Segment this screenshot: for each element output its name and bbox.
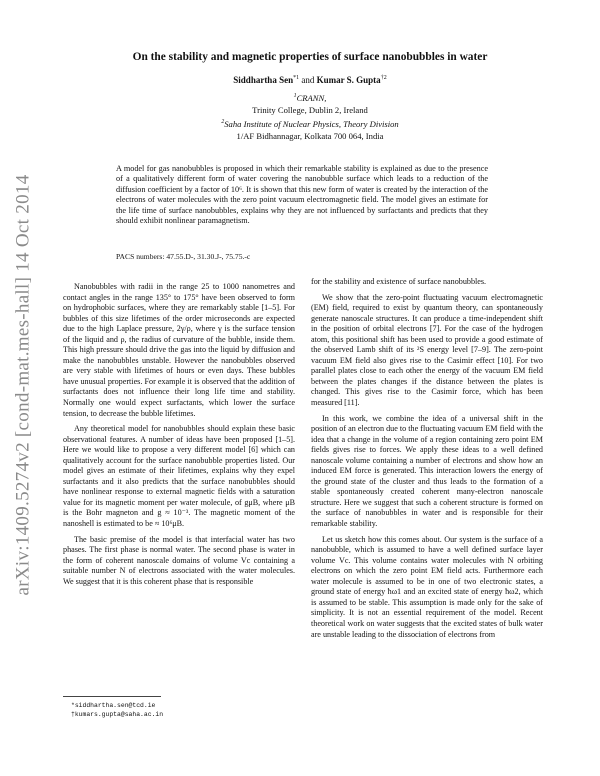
footnote-email-2: †kumars.gupta@saha.ac.in: [71, 711, 164, 718]
left-column: [63, 282, 295, 592]
affiliation-1-name: [60, 90, 560, 104]
body-paragraph: We show that the zero-point fluctuating vacuum electromagnetic (EM) field, required to exist by quantum theory, can spontaneously generate nanoscale structures. It can produce a time-independent shift in the position of orbital electrons [7]. For the case of the hydrogen atom, this positional shift has been used to provide a good estimate of the observed Lamb shift of its ²S energy level [7–9]. The zero-point vacuum EM field also gives rise to the Casimir effect [10]. For two parallel plates close to each other the energy of the vacuum EM field between the plates changes if the distance between the plates is changed. This gives rise to the Casimir force, which has been measured [11].: [311, 292, 543, 408]
footnotes: [63, 696, 295, 719]
affiliation-text: Saha Institute of Nuclear Physics, Theory Division: [224, 118, 399, 129]
affiliation-2-name: [60, 116, 560, 130]
affiliation-mark: 2: [221, 118, 225, 125]
author-name: Kumar S. Gupta: [316, 75, 381, 85]
author-conjunction: and: [301, 75, 315, 85]
author-mark: †2: [380, 75, 387, 81]
footnote-rule: [63, 696, 161, 697]
right-column: [311, 277, 543, 645]
author-mark: *1: [293, 75, 300, 81]
body-paragraph: Nanobubbles with radii in the range 25 to 1000 nanometres and contact angles in the range 135° to 175° have been observed to form on hydrophobic surfaces, where they are remarkably stable [1–5]. For bubbles of this size lifetimes of the order microseconds are expected due to the high Laplace pressure, 2γ/ρ, where γ is the surface tension of the liquid and ρ, the radius of curvature of the bubble, inside them. This high pressure should drive the gas into the liquid by diffusion and make the nanobubbles unstable. However the nanobubbles observed are very stable with lifetimes of hours or even days. These bubbles have unusual properties. For example it is observed that the addition of surfactants does not influence their long life time and stability. Normally one would expect surfactants, which lower the surface tension, to decrease the bubble lifetimes.: [63, 282, 295, 418]
affiliations: [60, 90, 560, 142]
body-paragraph: Any theoretical model for nanobubbles should explain these basic observational features. A number of ideas have been proposed [1–5]. Here we would like to propose a very different model [6] which can qualitatively account for the surface nanobubble properties listed. Our model gives an estimate of their lifetimes, explains why they expel surfactants and it also predicts that the surface nanobubbles should have nonlinear response to external magnetic fields with a saturation value for its magnetic moment per water molecule, of gμB, where μB is the Bohr magneton and g ≈ 10⁻³. The magnetic moment of the nanoshell is estimated to be ≈ 10⁶μB.: [63, 424, 295, 529]
body-paragraph: In this work, we combine the idea of a universal shift in the position of an electron due to the fluctuating vacuum EM field with the idea that a change in the volume of a region containing zero point EM fields gives rise to forces. We apply these ideas to a well defined nanoscale volume containing a number of electrons and show how an induced EM force is generated. This interaction lowers the energy of the ground state of the cluster and thus leads to the formation of a stable spontaneously created coherent many-electron nanoscale structure. Here we suggest that such a coherent structure is formed on the surface of nanobubbles in water and is responsible for their remarkable stability.: [311, 413, 543, 529]
affiliation-2-address: 1/AF Bidhannagar, Kolkata 700 064, India: [236, 130, 384, 141]
footnote-email-1: *siddhartha.sen@tcd.ie: [71, 702, 156, 709]
author-name: Siddhartha Sen: [233, 75, 294, 85]
affiliation-1-address: Trinity College, Dublin 2, Ireland: [252, 104, 368, 115]
arxiv-stamp-text: arXiv:1409.5274v2 [cond-mat.mes-hall] 14 Oct 2014: [12, 174, 34, 596]
body-paragraph: The basic premise of the model is that interfacial water has two phases. The first phase is normal water. The second phase is water in the form of coherent nanoscale domains of volume Vc containing a suitable number N of electrons associated with the water molecules. We suggest that it is this coherent phase that is responsible: [63, 534, 295, 586]
pacs-numbers: PACS numbers: 47.55.D-, 31.30.J-, 75.75.-c: [116, 252, 251, 261]
affiliation-mark: 1: [293, 93, 297, 99]
paper-title: On the stability and magnetic properties of surface nanobubbles in water: [132, 51, 488, 63]
body-paragraph: for the stability and existence of surface nanobubbles.: [311, 277, 487, 286]
author-list: [60, 75, 560, 85]
arxiv-identifier-stamp: [10, 150, 36, 620]
abstract: A model for gas nanobubbles is proposed in which their remarkable stability is explained as due to the presence of a qualitatively different form of water covering the nanobubble surface which leads to a reduction of the diffusion coefficient by a factor of 10⁶. It is shown that this new form of water is created by the interaction of the electrons of water molecules with the zero point vacuum electromagnetic field. The model gives an estimate for the life time of surface nanobubbles, explains why they are not influenced by surfactants and predicts that they should exhibit nonlinear paramagnetism.: [116, 164, 488, 226]
affiliation-text: CRANN,: [296, 92, 327, 103]
body-paragraph: Let us sketch how this comes about. Our system is the surface of a nanobubble, which is assumed to have a well defined surface layer volume Vc. This volume contains water molecules with N orbiting electrons on which the zero point EM field acts. Furthermore each water molecule is assumed to be in one of two electronic states, a ground state of energy ħω1 and an excited state of energy ħω2, which is assumed to be stable. This assumption is made only for the sake of simplicity. It is not an essential requirement of the model. Recent theoretical work on water suggests that the excited states of bulk water are unstable leading to the dissociation of electrons from: [311, 534, 543, 639]
